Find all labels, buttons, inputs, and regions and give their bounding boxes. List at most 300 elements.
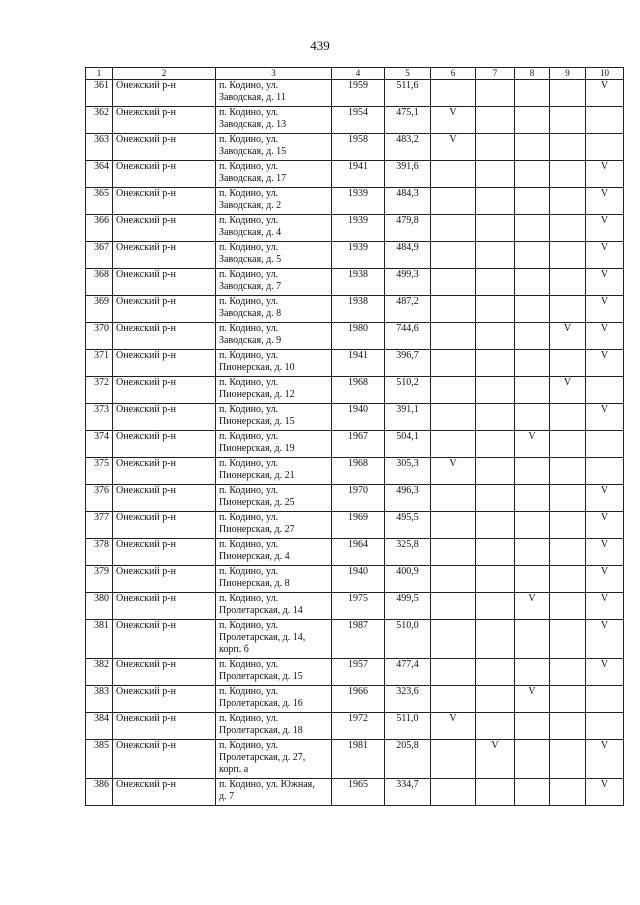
address-line: п. Кодино, ул.	[219, 161, 279, 172]
address-line: п. Кодино, ул.	[219, 296, 279, 307]
mark-cell-col-6	[431, 431, 476, 458]
mark-cell-col-8	[515, 188, 550, 215]
mark-cell-col-7	[476, 242, 515, 269]
district-cell: Онежский р-н	[113, 512, 216, 539]
address-cell	[216, 512, 332, 539]
address-line: Заводская, д. 2	[219, 200, 282, 211]
area-cell: 305,3	[385, 458, 431, 485]
mark-cell-col-7	[476, 350, 515, 377]
address-line: Пролетарская, д. 16	[219, 698, 303, 709]
mark-cell-col-6	[431, 566, 476, 593]
housing-register-table	[85, 67, 624, 806]
mark-cell-col-9	[550, 620, 586, 659]
mark-cell-col-9	[550, 740, 586, 779]
year-cell: 1939	[332, 215, 385, 242]
mark-cell-col-6	[431, 215, 476, 242]
year-cell: 1969	[332, 512, 385, 539]
row-number-cell: 371	[86, 350, 113, 377]
address-line: Пионерская, д. 21	[219, 470, 295, 481]
mark-cell-col-9	[550, 269, 586, 296]
district-cell: Онежский р-н	[113, 779, 216, 806]
address-line: Пролетарская, д. 18	[219, 725, 303, 736]
mark-cell-col-9	[550, 485, 586, 512]
table-row	[86, 134, 624, 161]
table-row	[86, 686, 624, 713]
mark-cell-col-10: V	[586, 620, 624, 659]
row-number-cell: 373	[86, 404, 113, 431]
address-cell	[216, 134, 332, 161]
mark-cell-col-10: V	[586, 323, 624, 350]
address-line: Пролетарская, д. 27,	[219, 752, 306, 763]
mark-cell-col-6	[431, 620, 476, 659]
year-cell: 1968	[332, 377, 385, 404]
row-number-cell: 362	[86, 107, 113, 134]
district-cell: Онежский р-н	[113, 566, 216, 593]
mark-cell-col-10	[586, 713, 624, 740]
address-line: Пионерская, д. 10	[219, 362, 295, 373]
mark-cell-col-9	[550, 80, 586, 107]
table-row	[86, 566, 624, 593]
column-number-cell: 3	[216, 68, 332, 80]
area-cell: 477,4	[385, 659, 431, 686]
address-cell	[216, 659, 332, 686]
address-line: Заводская, д. 11	[219, 92, 286, 103]
mark-cell-col-6	[431, 269, 476, 296]
mark-cell-col-6	[431, 740, 476, 779]
address-line: п. Кодино, ул.	[219, 431, 279, 442]
mark-cell-col-10	[586, 431, 624, 458]
address-cell	[216, 323, 332, 350]
year-cell: 1940	[332, 404, 385, 431]
mark-cell-col-7	[476, 404, 515, 431]
address-line: п. Кодино, ул.	[219, 539, 279, 550]
mark-cell-col-8: V	[515, 431, 550, 458]
district-cell: Онежский р-н	[113, 431, 216, 458]
year-cell: 1940	[332, 566, 385, 593]
mark-cell-col-6	[431, 161, 476, 188]
mark-cell-col-9	[550, 107, 586, 134]
mark-cell-col-8	[515, 215, 550, 242]
area-cell: 744,6	[385, 323, 431, 350]
address-line: Пролетарская, д. 14,	[219, 632, 306, 643]
row-number-cell: 370	[86, 323, 113, 350]
mark-cell-col-8	[515, 659, 550, 686]
mark-cell-col-9	[550, 134, 586, 161]
area-cell: 396,7	[385, 350, 431, 377]
table-row	[86, 485, 624, 512]
table-row	[86, 188, 624, 215]
mark-cell-col-8	[515, 620, 550, 659]
district-cell: Онежский р-н	[113, 134, 216, 161]
mark-cell-col-10	[586, 686, 624, 713]
district-cell: Онежский р-н	[113, 593, 216, 620]
area-cell: 496,3	[385, 485, 431, 512]
mark-cell-col-9	[550, 779, 586, 806]
district-cell: Онежский р-н	[113, 686, 216, 713]
mark-cell-col-7	[476, 620, 515, 659]
district-cell: Онежский р-н	[113, 404, 216, 431]
address-line: Пионерская, д. 15	[219, 416, 295, 427]
mark-cell-col-6	[431, 377, 476, 404]
mark-cell-col-10: V	[586, 566, 624, 593]
row-number-cell: 378	[86, 539, 113, 566]
year-cell: 1980	[332, 323, 385, 350]
row-number-cell: 364	[86, 161, 113, 188]
mark-cell-col-10: V	[586, 404, 624, 431]
mark-cell-col-8	[515, 134, 550, 161]
year-cell: 1967	[332, 431, 385, 458]
mark-cell-col-8	[515, 242, 550, 269]
mark-cell-col-6	[431, 593, 476, 620]
address-cell	[216, 740, 332, 779]
area-cell: 511,6	[385, 80, 431, 107]
table-row	[86, 620, 624, 659]
district-cell: Онежский р-н	[113, 350, 216, 377]
row-number-cell: 369	[86, 296, 113, 323]
district-cell: Онежский р-н	[113, 620, 216, 659]
mark-cell-col-7	[476, 323, 515, 350]
address-line: Заводская, д. 9	[219, 335, 282, 346]
mark-cell-col-6	[431, 779, 476, 806]
mark-cell-col-10	[586, 134, 624, 161]
mark-cell-col-7	[476, 134, 515, 161]
mark-cell-col-7	[476, 80, 515, 107]
row-number-cell: 365	[86, 188, 113, 215]
area-cell: 511,0	[385, 713, 431, 740]
mark-cell-col-9	[550, 242, 586, 269]
mark-cell-col-7	[476, 188, 515, 215]
mark-cell-col-10	[586, 458, 624, 485]
mark-cell-col-6	[431, 512, 476, 539]
mark-cell-col-9	[550, 161, 586, 188]
table-row	[86, 107, 624, 134]
mark-cell-col-8: V	[515, 593, 550, 620]
mark-cell-col-10: V	[586, 593, 624, 620]
address-line: д. 7	[219, 791, 235, 802]
address-cell	[216, 593, 332, 620]
row-number-cell: 366	[86, 215, 113, 242]
address-line: п. Кодино, ул.	[219, 740, 279, 751]
mark-cell-col-8	[515, 377, 550, 404]
mark-cell-col-6	[431, 350, 476, 377]
year-cell: 1975	[332, 593, 385, 620]
address-line: Пионерская, д. 12	[219, 389, 295, 400]
mark-cell-col-9	[550, 188, 586, 215]
mark-cell-col-6	[431, 404, 476, 431]
table-row	[86, 377, 624, 404]
table-row	[86, 323, 624, 350]
address-line: Пролетарская, д. 14	[219, 605, 303, 616]
area-cell: 323,6	[385, 686, 431, 713]
address-cell	[216, 539, 332, 566]
mark-cell-col-10: V	[586, 242, 624, 269]
mark-cell-col-6	[431, 659, 476, 686]
address-line: п. Кодино, ул.	[219, 269, 279, 280]
column-number-cell: 2	[113, 68, 216, 80]
year-cell: 1981	[332, 740, 385, 779]
address-cell	[216, 242, 332, 269]
mark-cell-col-9	[550, 404, 586, 431]
row-number-cell: 375	[86, 458, 113, 485]
row-number-cell: 384	[86, 713, 113, 740]
year-cell: 1972	[332, 713, 385, 740]
district-cell: Онежский р-н	[113, 107, 216, 134]
address-line: Заводская, д. 8	[219, 308, 282, 319]
mark-cell-col-7	[476, 215, 515, 242]
district-cell: Онежский р-н	[113, 188, 216, 215]
mark-cell-col-7	[476, 458, 515, 485]
year-cell: 1958	[332, 134, 385, 161]
address-line: Пионерская, д. 4	[219, 551, 290, 562]
mark-cell-col-8	[515, 350, 550, 377]
mark-cell-col-6	[431, 242, 476, 269]
mark-cell-col-10: V	[586, 350, 624, 377]
mark-cell-col-7: V	[476, 740, 515, 779]
mark-cell-col-9	[550, 431, 586, 458]
table-row	[86, 740, 624, 779]
district-cell: Онежский р-н	[113, 377, 216, 404]
row-number-cell: 382	[86, 659, 113, 686]
address-line: Заводская, д. 13	[219, 119, 287, 130]
address-line: Пролетарская, д. 15	[219, 671, 303, 682]
district-cell: Онежский р-н	[113, 242, 216, 269]
mark-cell-col-10: V	[586, 659, 624, 686]
mark-cell-col-9	[550, 593, 586, 620]
mark-cell-col-8	[515, 740, 550, 779]
row-number-cell: 379	[86, 566, 113, 593]
mark-cell-col-6	[431, 485, 476, 512]
mark-cell-col-10: V	[586, 269, 624, 296]
column-number-cell: 10	[586, 68, 624, 80]
row-number-cell: 374	[86, 431, 113, 458]
address-line: п. Кодино, ул.	[219, 107, 279, 118]
district-cell: Онежский р-н	[113, 296, 216, 323]
mark-cell-col-9: V	[550, 323, 586, 350]
row-number-cell: 368	[86, 269, 113, 296]
row-number-cell: 386	[86, 779, 113, 806]
address-line: Пионерская, д. 8	[219, 578, 290, 589]
area-cell: 510,0	[385, 620, 431, 659]
column-number-cell: 8	[515, 68, 550, 80]
district-cell: Онежский р-н	[113, 80, 216, 107]
area-cell: 483,2	[385, 134, 431, 161]
mark-cell-col-10: V	[586, 512, 624, 539]
column-number-row	[86, 68, 624, 80]
table-row	[86, 269, 624, 296]
mark-cell-col-9	[550, 512, 586, 539]
mark-cell-col-8	[515, 713, 550, 740]
address-cell	[216, 296, 332, 323]
mark-cell-col-7	[476, 713, 515, 740]
mark-cell-col-7	[476, 269, 515, 296]
mark-cell-col-7	[476, 107, 515, 134]
column-number-cell: 6	[431, 68, 476, 80]
year-cell: 1957	[332, 659, 385, 686]
mark-cell-col-8	[515, 779, 550, 806]
address-line: Заводская, д. 5	[219, 254, 282, 265]
district-cell: Онежский р-н	[113, 659, 216, 686]
mark-cell-col-6: V	[431, 713, 476, 740]
address-line: п. Кодино, ул.	[219, 458, 279, 469]
table-row	[86, 80, 624, 107]
address-line: п. Кодино, ул.	[219, 242, 279, 253]
address-line: п. Кодино, ул.	[219, 620, 279, 631]
mark-cell-col-7	[476, 779, 515, 806]
area-cell: 479,8	[385, 215, 431, 242]
area-cell: 504,1	[385, 431, 431, 458]
district-cell: Онежский р-н	[113, 269, 216, 296]
table-body	[86, 68, 624, 806]
year-cell: 1938	[332, 296, 385, 323]
year-cell: 1965	[332, 779, 385, 806]
mark-cell-col-8	[515, 323, 550, 350]
address-line: п. Кодино, ул.	[219, 350, 279, 361]
table-row	[86, 713, 624, 740]
column-number-cell: 4	[332, 68, 385, 80]
area-cell: 499,3	[385, 269, 431, 296]
area-cell: 391,1	[385, 404, 431, 431]
district-cell: Онежский р-н	[113, 740, 216, 779]
table-row	[86, 593, 624, 620]
mark-cell-col-10: V	[586, 779, 624, 806]
address-line: п. Кодино, ул.	[219, 323, 279, 334]
mark-cell-col-9: V	[550, 377, 586, 404]
address-cell	[216, 269, 332, 296]
mark-cell-col-10: V	[586, 161, 624, 188]
mark-cell-col-10: V	[586, 80, 624, 107]
mark-cell-col-6: V	[431, 134, 476, 161]
address-cell	[216, 107, 332, 134]
column-number-cell: 5	[385, 68, 431, 80]
column-number-cell: 1	[86, 68, 113, 80]
mark-cell-col-6: V	[431, 107, 476, 134]
mark-cell-col-8	[515, 404, 550, 431]
address-cell	[216, 620, 332, 659]
district-cell: Онежский р-н	[113, 485, 216, 512]
year-cell: 1959	[332, 80, 385, 107]
address-line: п. Кодино, ул.	[219, 215, 279, 226]
year-cell: 1987	[332, 620, 385, 659]
mark-cell-col-10	[586, 377, 624, 404]
table-row	[86, 779, 624, 806]
mark-cell-col-7	[476, 512, 515, 539]
address-line: п. Кодино, ул.	[219, 377, 279, 388]
mark-cell-col-6: V	[431, 458, 476, 485]
year-cell: 1970	[332, 485, 385, 512]
year-cell: 1968	[332, 458, 385, 485]
area-cell: 334,7	[385, 779, 431, 806]
address-cell	[216, 485, 332, 512]
area-cell: 510,2	[385, 377, 431, 404]
row-number-cell: 372	[86, 377, 113, 404]
address-line: Заводская, д. 4	[219, 227, 282, 238]
address-cell	[216, 215, 332, 242]
row-number-cell: 367	[86, 242, 113, 269]
mark-cell-col-6	[431, 188, 476, 215]
address-cell	[216, 458, 332, 485]
district-cell: Онежский р-н	[113, 458, 216, 485]
row-number-cell: 376	[86, 485, 113, 512]
area-cell: 400,9	[385, 566, 431, 593]
address-line: п. Кодино, ул.	[219, 713, 279, 724]
row-number-cell: 385	[86, 740, 113, 779]
address-line: п. Кодино, ул.	[219, 134, 279, 145]
address-cell	[216, 350, 332, 377]
mark-cell-col-7	[476, 161, 515, 188]
mark-cell-col-9	[550, 350, 586, 377]
table-row	[86, 161, 624, 188]
address-cell	[216, 188, 332, 215]
address-line: п. Кодино, ул.	[219, 593, 279, 604]
mark-cell-col-8	[515, 458, 550, 485]
district-cell: Онежский р-н	[113, 713, 216, 740]
mark-cell-col-8: V	[515, 686, 550, 713]
area-cell: 499,5	[385, 593, 431, 620]
mark-cell-col-10: V	[586, 539, 624, 566]
table-row	[86, 431, 624, 458]
mark-cell-col-6	[431, 686, 476, 713]
mark-cell-col-7	[476, 377, 515, 404]
mark-cell-col-7	[476, 593, 515, 620]
address-line: п. Кодино, ул. Южная,	[219, 779, 315, 790]
table-row	[86, 659, 624, 686]
address-cell	[216, 686, 332, 713]
year-cell: 1964	[332, 539, 385, 566]
column-number-cell: 7	[476, 68, 515, 80]
mark-cell-col-8	[515, 269, 550, 296]
address-line: Пионерская, д. 19	[219, 443, 295, 454]
address-cell	[216, 713, 332, 740]
mark-cell-col-9	[550, 566, 586, 593]
mark-cell-col-7	[476, 539, 515, 566]
row-number-cell: 383	[86, 686, 113, 713]
mark-cell-col-8	[515, 80, 550, 107]
mark-cell-col-8	[515, 512, 550, 539]
mark-cell-col-10: V	[586, 188, 624, 215]
area-cell: 484,3	[385, 188, 431, 215]
district-cell: Онежский р-н	[113, 161, 216, 188]
address-line: Пионерская, д. 27	[219, 524, 295, 535]
address-line: п. Кодино, ул.	[219, 686, 279, 697]
row-number-cell: 363	[86, 134, 113, 161]
mark-cell-col-10: V	[586, 740, 624, 779]
address-cell	[216, 161, 332, 188]
area-cell: 475,1	[385, 107, 431, 134]
table-row	[86, 512, 624, 539]
area-cell: 391,6	[385, 161, 431, 188]
row-number-cell: 377	[86, 512, 113, 539]
year-cell: 1939	[332, 242, 385, 269]
table-row	[86, 458, 624, 485]
mark-cell-col-6	[431, 80, 476, 107]
mark-cell-col-8	[515, 566, 550, 593]
address-cell	[216, 779, 332, 806]
mark-cell-col-9	[550, 458, 586, 485]
address-line: п. Кодино, ул.	[219, 404, 279, 415]
mark-cell-col-8	[515, 485, 550, 512]
address-line: п. Кодино, ул.	[219, 566, 279, 577]
mark-cell-col-9	[550, 713, 586, 740]
mark-cell-col-10	[586, 107, 624, 134]
mark-cell-col-8	[515, 161, 550, 188]
table-row	[86, 404, 624, 431]
table-row	[86, 350, 624, 377]
mark-cell-col-7	[476, 659, 515, 686]
year-cell: 1941	[332, 161, 385, 188]
year-cell: 1939	[332, 188, 385, 215]
area-cell: 495,5	[385, 512, 431, 539]
mark-cell-col-8	[515, 107, 550, 134]
